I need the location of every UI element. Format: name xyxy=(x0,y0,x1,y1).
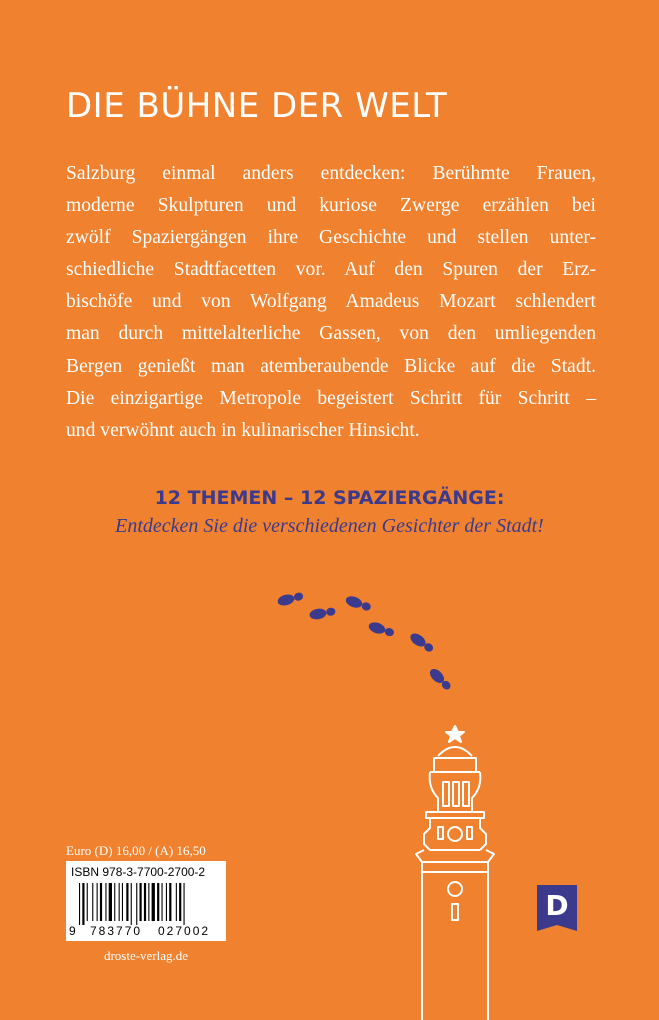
walks-tagline: Entdecken Sie die verschiedenen Gesichter der Stadt! xyxy=(115,515,544,537)
blurb-line: schiedliche Stadtfacetten vor. Auf den Spuren der Erz- xyxy=(66,259,596,281)
barcode-bar xyxy=(166,883,167,921)
barcode-bar xyxy=(179,883,181,921)
blurb-line: Salzburg einmal anders entdecken: Berühmte Frauen, xyxy=(66,163,596,184)
barcode-bar xyxy=(126,883,128,921)
blurb-line: bischöfe und von Wolfgang Amadeus Mozart schlendert xyxy=(66,291,596,313)
barcode-bar xyxy=(122,883,123,921)
blurb-line: Die einzigartige Metropole begeistert Schritt für Schritt – xyxy=(66,387,596,409)
blurb-line: moderne Skulpturen und kuriose Zwerge erzählen bei xyxy=(66,195,596,217)
barcode-bar xyxy=(92,883,93,921)
publisher-url: droste-verlag.de xyxy=(103,948,189,963)
barcode-bar xyxy=(144,883,146,921)
barcode-bar xyxy=(140,883,142,921)
barcode-bar xyxy=(131,883,132,925)
barcode-bar xyxy=(157,883,159,921)
barcode-bar xyxy=(169,883,171,921)
barcode-bar xyxy=(100,883,102,921)
barcode-bar xyxy=(97,883,98,921)
barcode-bar xyxy=(136,883,137,925)
barcode-bar xyxy=(114,883,115,921)
barcode-bar xyxy=(184,883,185,925)
barcode-bar xyxy=(148,883,149,921)
isbn-label: ISBN 978-3-7700-2700-2 xyxy=(71,865,206,879)
barcode-panel xyxy=(66,861,226,941)
barcode-bar xyxy=(152,883,155,921)
blurb-line: Bergen genießt man atemberaubende Blicke auf die Stadt. xyxy=(66,355,596,377)
barcode-bar xyxy=(79,883,80,925)
logo-letter: D xyxy=(545,889,569,922)
barcode-digits-right: 027002 xyxy=(158,924,211,938)
walks-headline: 12 THEMEN – 12 SPAZIERGÄNGE: xyxy=(154,487,505,509)
barcode-bar xyxy=(109,883,112,921)
blurb-line: man durch mittelalterliche Gassen, von den umliegenden xyxy=(66,323,596,345)
barcode-bar xyxy=(105,883,106,921)
blurb-line: und verwöhnt auch in kulinarischer Hinsicht. xyxy=(66,419,420,441)
footprints-icon xyxy=(270,580,470,695)
barcode-digits-left: 783770 xyxy=(90,924,143,938)
blurb-text xyxy=(66,158,596,447)
barcode-bar xyxy=(162,883,163,921)
blurb-line: zwölf Spaziergängen ihre Geschichte und stellen unter- xyxy=(66,227,596,249)
clock-tower-icon xyxy=(400,722,510,1020)
barcode-bar xyxy=(87,883,88,921)
barcode-bar xyxy=(119,883,120,921)
droste-logo-icon xyxy=(537,885,577,931)
book-title: DIE BÜHNE DER WELT xyxy=(66,86,448,126)
price-label: Euro (D) 16,00 / (A) 16,50 xyxy=(66,843,206,858)
barcode-bar xyxy=(176,883,177,921)
barcode-digit-first: 9 xyxy=(69,924,76,938)
barcode-bar xyxy=(82,883,84,925)
barcode-bars xyxy=(79,883,221,925)
